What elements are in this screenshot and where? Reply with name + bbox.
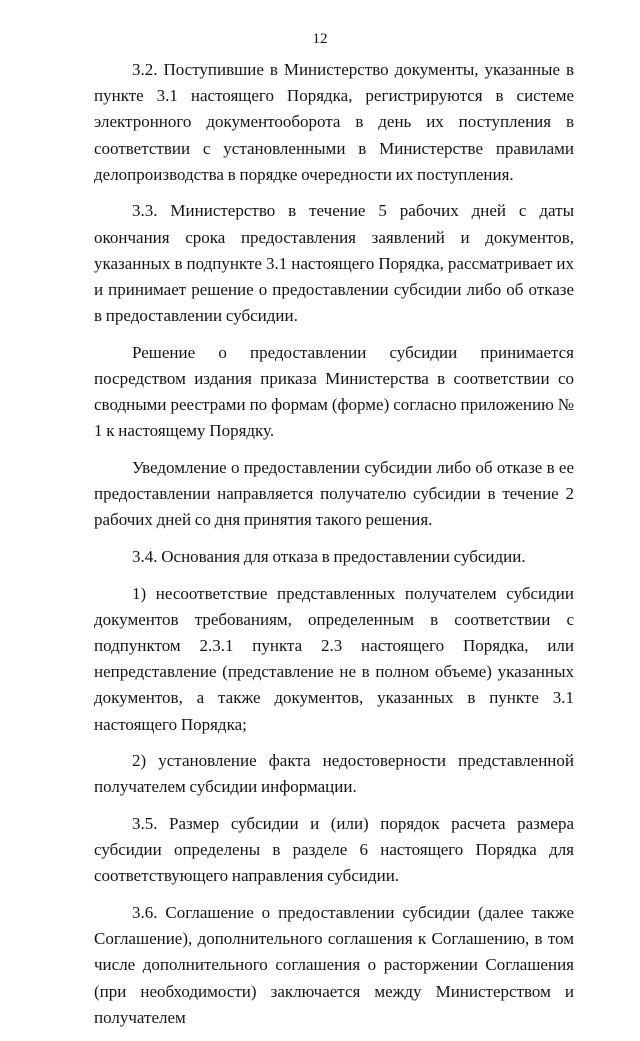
paragraph-3-6: 3.6. Соглашение о предоставлении субсидии (далее также Соглашение), дополнительного соглашения к Соглашению, в том числе дополнительного соглашения о расторжении Соглашения (при необходимости) заключается между Министерством и получателем: [94, 903, 574, 1027]
document-body: [94, 57, 574, 1041]
list-item-1: 1) несоответствие представленных получателем субсидии документов требованиям, определенным в соответствии с подпунктом 2.3.1 пункта 2.3 настоящего Порядка, или непредставление (представление не в полном объеме) указанных документов, а также документов, указанных в пункте 3.1 настоящего Порядка;: [94, 583, 574, 734]
page-number: 12: [312, 31, 328, 47]
paragraph-notification: Уведомление о предоставлении субсидии либо об отказе в ее предоставлении направляется получателю субсидии в течение 2 рабочих дней со дня принятия такого решения.: [94, 458, 574, 530]
list-item-2: 2) установление факта недостоверности представленной получателем субсидии информации.: [94, 751, 574, 797]
paragraph-3-2: 3.2. Поступившие в Министерство документы, указанные в пункте 3.1 настоящего Порядка, регистрируются в системе электронного документооборота в день их поступления в соответствии с установленными в Министерстве правилами делопроизводства в порядке очередности их поступления.: [94, 60, 574, 184]
paragraph-3-5: 3.5. Размер субсидии и (или) порядок расчета размера субсидии определены в разделе 6 настоящего Порядка для соответствующего направления субсидии.: [94, 814, 574, 886]
paragraph-3-3: 3.3. Министерство в течение 5 рабочих дней с даты окончания срока предоставления заявлений и документов, указанных в подпункте 3.1 настоящего Порядка, рассматривает их и принимает решение о предоставлении субсидии либо об отказе в предоставлении субсидии.: [94, 201, 574, 326]
paragraph-3-4: 3.4. Основания для отказа в предоставлении субсидии.: [132, 547, 526, 567]
paragraph-decision: Решение о предоставлении субсидии принимается посредством издания приказа Министерства в соответствии со сводными реестрами по формам (форме) согласно приложению № 1 к настоящему Порядку.: [94, 342, 574, 441]
